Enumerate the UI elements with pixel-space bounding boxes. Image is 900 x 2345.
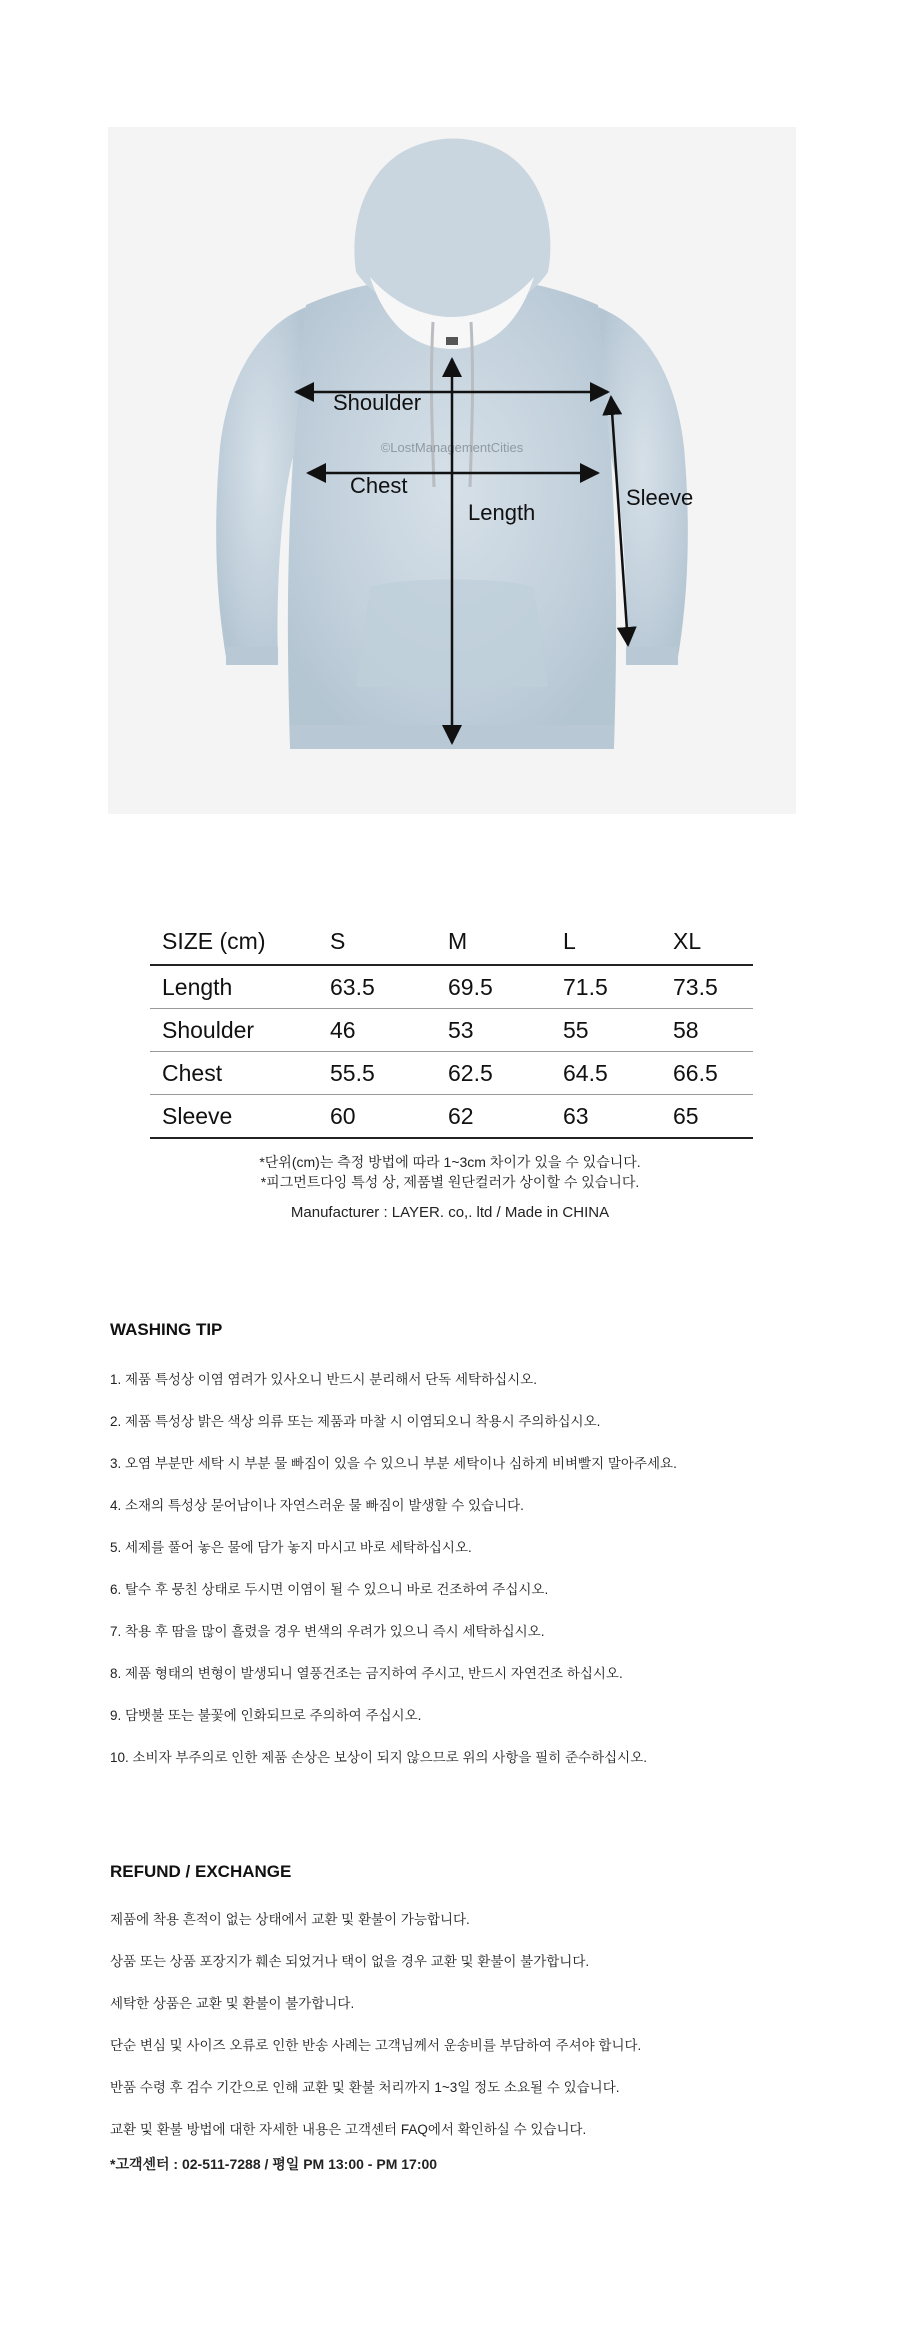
refund-exchange-list xyxy=(110,1910,830,2162)
header-cell: XL xyxy=(673,918,753,965)
header-cell: L xyxy=(563,918,673,965)
table-cell: Sleeve xyxy=(150,1095,330,1139)
table-cell: 46 xyxy=(330,1009,448,1052)
manufacturer-info: Manufacturer : LAYER. co,. ltd / Made in CHINA xyxy=(290,1204,610,1221)
table-cell: 69.5 xyxy=(448,965,563,1009)
refund-exchange-title: REFUND / EXCHANGE xyxy=(110,1862,292,1881)
table-cell: 66.5 xyxy=(673,1052,753,1095)
list-item: 세탁한 상품은 교환 및 환불이 불가합니다. xyxy=(110,1996,355,2011)
header-cell: S xyxy=(330,918,448,965)
table-cell: 53 xyxy=(448,1009,563,1052)
list-item: 8. 제품 형태의 변형이 발생되니 열풍건조는 금지하여 주시고, 반드시 자연건조 하십시오. xyxy=(110,1666,623,1681)
table-cell: 73.5 xyxy=(673,965,753,1009)
hoodie-measurement-diagram xyxy=(108,127,796,814)
table-cell: 65 xyxy=(673,1095,753,1139)
washing-tip-title: WASHING TIP xyxy=(110,1320,223,1339)
list-item: 10. 소비자 부주의로 인한 제품 손상은 보상이 되지 않으므로 위의 사항을 필히 준수하십시오. xyxy=(110,1750,648,1765)
list-item: 3. 오염 부분만 세탁 시 부분 물 빠짐이 있을 수 있으니 부분 세탁이나 심하게 비벼빨지 말아주세요. xyxy=(110,1456,677,1471)
size-table-header xyxy=(150,918,753,965)
shoulder-label: Shoulder xyxy=(333,390,422,415)
dye-note: *피그먼트다잉 특성 상, 제품별 원단컬러가 상이할 수 있습니다. xyxy=(260,1174,640,1190)
list-item: 1. 제품 특성상 이염 염려가 있사오니 반드시 분리해서 단독 세탁하십시오. xyxy=(110,1372,537,1387)
length-label: Length xyxy=(468,500,536,525)
list-item: 5. 세제를 풀어 놓은 물에 담가 놓지 마시고 바로 세탁하십시오. xyxy=(110,1540,472,1555)
table-row xyxy=(150,1052,753,1095)
size-table xyxy=(150,918,753,1139)
table-cell: 62.5 xyxy=(448,1052,563,1095)
washing-tip-list xyxy=(110,1370,830,1790)
list-item: 9. 담뱃불 또는 불꽃에 인화되므로 주의하여 주십시오. xyxy=(110,1708,422,1723)
header-cell: M xyxy=(448,918,563,965)
list-item: 6. 탈수 후 뭉친 상태로 두시면 이염이 될 수 있으니 바로 건조하여 주십시오. xyxy=(110,1582,549,1597)
table-cell: 58 xyxy=(673,1009,753,1052)
table-cell: 55 xyxy=(563,1009,673,1052)
table-cell: Shoulder xyxy=(150,1009,330,1052)
table-cell: 62 xyxy=(448,1095,563,1139)
table-row xyxy=(150,965,753,1009)
list-item: 7. 착용 후 땀을 많이 흘렸을 경우 변색의 우려가 있으니 즉시 세탁하십시오. xyxy=(110,1624,545,1639)
table-cell: Chest xyxy=(150,1052,330,1095)
table-row xyxy=(150,1009,753,1052)
list-item: 반품 수령 후 검수 기간으로 인해 교환 및 환불 처리까지 1~3일 정도 소요될 수 있습니다. xyxy=(110,2080,620,2095)
table-cell: 55.5 xyxy=(330,1052,448,1095)
sleeve-label: Sleeve xyxy=(626,485,694,510)
table-cell: 64.5 xyxy=(563,1052,673,1095)
table-cell: 60 xyxy=(330,1095,448,1139)
list-item: 상품 또는 상품 포장지가 훼손 되었거나 택이 없을 경우 교환 및 환불이 불가합니다. xyxy=(110,1954,590,1969)
list-item: 교환 및 환불 방법에 대한 자세한 내용은 고객센터 FAQ에서 확인하실 수 있습니다. xyxy=(110,2122,587,2137)
list-item: 단순 변심 및 사이즈 오류로 인한 반송 사례는 고객님께서 운송비를 부담하여 주셔야 합니다. xyxy=(110,2038,642,2053)
table-cell: 71.5 xyxy=(563,965,673,1009)
table-cell: 63.5 xyxy=(330,965,448,1009)
list-item: 4. 소재의 특성상 묻어남이나 자연스러운 물 빠짐이 발생할 수 있습니다. xyxy=(110,1498,524,1513)
size-notes xyxy=(0,1152,900,1223)
hoodie-print: ©LostManagementCities xyxy=(380,440,524,455)
header-cell: SIZE (cm) xyxy=(150,918,330,965)
list-item: 제품에 착용 흔적이 없는 상태에서 교환 및 환불이 가능합니다. xyxy=(110,1912,470,1927)
table-cell: Length xyxy=(150,965,330,1009)
chest-label: Chest xyxy=(350,473,408,498)
list-item: 2. 제품 특성상 밝은 색상 의류 또는 제품과 마찰 시 이염되오니 착용시 주의하십시오. xyxy=(110,1414,601,1429)
table-cell: 63 xyxy=(563,1095,673,1139)
customer-center-info: *고객센터 : 02-511-7288 / 평일 PM 13:00 - PM 17:00 xyxy=(110,2156,438,2172)
table-row xyxy=(150,1095,753,1139)
unit-note: *단위(cm)는 측정 방법에 따라 1~3cm 차이가 있을 수 있습니다. xyxy=(259,1154,641,1170)
product-image-panel xyxy=(108,127,796,814)
